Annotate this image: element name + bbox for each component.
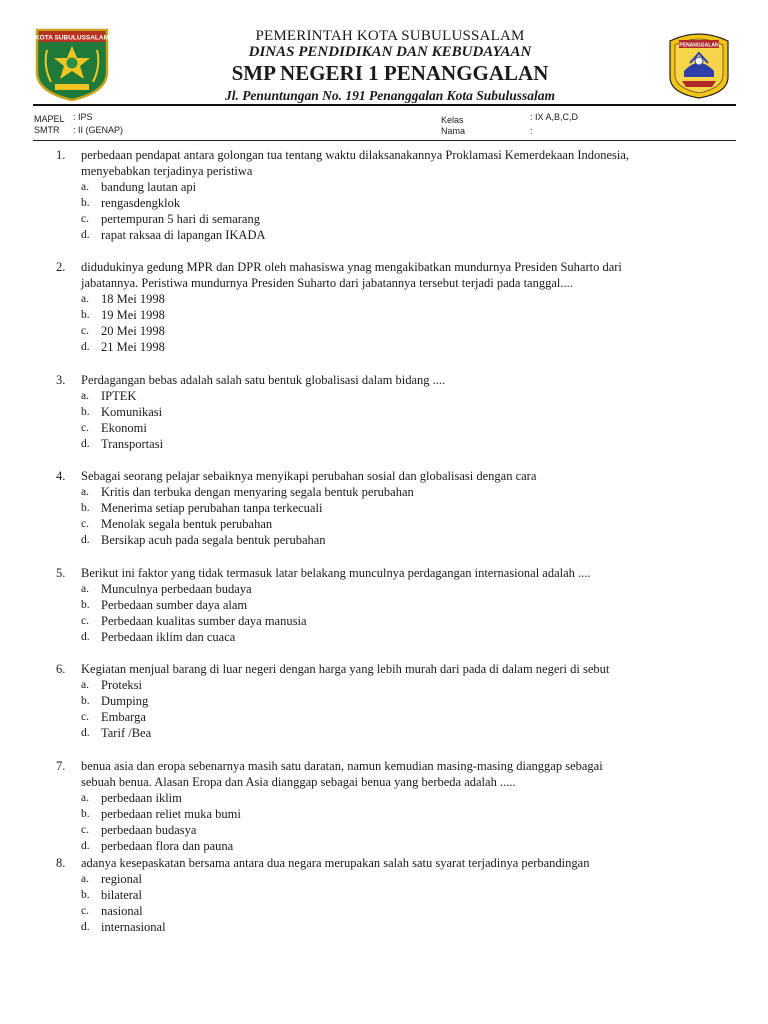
kelas-value: : IX A,B,C,D <box>530 112 579 122</box>
school-emblem-icon <box>664 27 734 99</box>
nama-label: Nama <box>441 126 466 136</box>
option-letter: a. <box>81 181 89 193</box>
option-text: Bersikap acuh pada segala bentuk perubahan <box>101 533 326 547</box>
option-letter: c. <box>81 518 89 530</box>
question-text-line: sebuah benua. Alasan Eropa dan Asia dianggap sebagai benua yang berbeda adalah ..... <box>81 775 516 789</box>
school-name: SMP NEGERI 1 PENANGGALAN <box>231 61 549 85</box>
option-letter: c. <box>81 905 89 917</box>
option-letter: b. <box>81 599 90 611</box>
option-letter: d. <box>81 631 90 643</box>
question-text-line: Perdagangan bebas adalah salah satu bentuk globalisasi dalam bidang .... <box>81 373 446 387</box>
option-letter: d. <box>81 438 90 450</box>
option-text: Menolak segala bentuk perubahan <box>101 517 273 531</box>
question-number: 3. <box>56 373 66 387</box>
option-text: internasional <box>101 920 166 934</box>
option-text: Ekonomi <box>101 421 147 435</box>
option-text: Kritis dan terbuka dengan menyaring segala bentuk perubahan <box>101 485 414 499</box>
option-text: 21 Mei 1998 <box>101 340 165 354</box>
option-letter: c. <box>81 824 89 836</box>
smtr-value: : II (GENAP) <box>73 125 124 135</box>
question-text-line: perbedaan pendapat antara golongan tua tentang waktu dilaksanakannya Proklamasi Kemerdekaan Indonesia, <box>81 148 630 162</box>
option-text: Perbedaan sumber daya alam <box>101 598 248 612</box>
option-letter: b. <box>81 197 90 209</box>
question-number: 4. <box>56 469 66 483</box>
option-letter: b. <box>81 808 90 820</box>
option-letter: d. <box>81 840 90 852</box>
option-text: perbedaan budasya <box>101 823 197 837</box>
option-text: Perbedaan iklim dan cuaca <box>101 630 236 644</box>
option-text: 19 Mei 1998 <box>101 308 165 322</box>
option-text: rapat raksaa di lapangan IKADA <box>101 228 266 242</box>
option-text: regional <box>101 872 142 886</box>
option-text: Tarif /Bea <box>101 726 152 740</box>
mapel-value: : IPS <box>73 112 93 122</box>
subulussalam-emblem-icon <box>33 26 111 102</box>
option-letter: d. <box>81 921 90 933</box>
option-letter: d. <box>81 341 90 353</box>
kelas-label: Kelas <box>441 115 464 125</box>
option-text: Perbedaan kualitas sumber daya manusia <box>101 614 307 628</box>
info-divider <box>33 140 736 141</box>
question-text-line: Kegiatan menjual barang di luar negeri dengan harga yang lebih murah dari pada di dalam negeri di sebut <box>81 662 610 676</box>
option-text: Embarga <box>101 710 146 724</box>
svg-text:KOTA SUBULUSSALAM: KOTA SUBULUSSALAM <box>34 34 110 42</box>
option-letter: c. <box>81 213 89 225</box>
option-text: 20 Mei 1998 <box>101 324 165 338</box>
option-text: IPTEK <box>101 389 137 403</box>
smtr-label: SMTR <box>34 125 60 135</box>
svg-text:PENANGGALAN: PENANGGALAN <box>679 42 719 49</box>
question-text-line: jabatannya. Peristiwa mundurnya Presiden Suharto dari jabatannya tersebut terjadi pada tanggal.... <box>81 276 573 290</box>
option-text: 18 Mei 1998 <box>101 292 165 306</box>
option-text: perbedaan reliet muka bumi <box>101 807 241 821</box>
option-text: perbedaan iklim <box>101 791 182 805</box>
option-text: bilateral <box>101 888 142 902</box>
option-letter: c. <box>81 615 89 627</box>
header-divider <box>33 104 736 106</box>
option-text: Dumping <box>101 694 149 708</box>
option-letter: a. <box>81 390 89 402</box>
question-number: 5. <box>56 566 66 580</box>
option-letter: a. <box>81 583 89 595</box>
question-text-line: didudukinya gedung MPR dan DPR oleh mahasiswa ynag mengakibatkan mundurnya Presiden Suharto dari <box>81 260 622 274</box>
option-letter: b. <box>81 502 90 514</box>
option-letter: a. <box>81 792 89 804</box>
question-text-line: benua asia dan eropa sebenarnya masih satu daratan, namun kemudian masing-masing dianggap sebagai <box>81 759 603 773</box>
option-text: rengasdengklok <box>101 196 181 210</box>
question-number: 7. <box>56 759 66 773</box>
option-text: nasional <box>101 904 143 918</box>
question-number: 8. <box>56 856 66 870</box>
question-text-line: adanya kesepaskatan bersama antara dua negara merupakan salah satu syarat terjadinya perbandingan <box>81 856 590 870</box>
option-letter: b. <box>81 309 90 321</box>
option-text: Transportasi <box>101 437 164 451</box>
option-letter: b. <box>81 695 90 707</box>
government-title: PEMERINTAH KOTA SUBULUSSALAM <box>255 28 525 44</box>
option-letter: d. <box>81 727 90 739</box>
option-letter: b. <box>81 889 90 901</box>
nama-value: : <box>530 126 533 136</box>
option-text: Menerima setiap perubahan tanpa terkecuali <box>101 501 323 515</box>
school-address: Jl. Penuntungan No. 191 Penanggalan Kota Subulussalam <box>224 88 556 103</box>
department-title: DINAS PENDIDIKAN DAN KEBUDAYAAN <box>248 44 532 60</box>
option-text: Komunikasi <box>101 405 163 419</box>
option-letter: b. <box>81 406 90 418</box>
option-letter: a. <box>81 679 89 691</box>
question-text-line: Berikut ini faktor yang tidak termasuk latar belakang munculnya perdagangan internasional adalah .... <box>81 566 591 580</box>
option-text: perbedaan flora dan pauna <box>101 839 234 853</box>
question-number: 1. <box>56 148 66 162</box>
question-text-line: Sebagai seorang pelajar sebaiknya menyikapi perubahan sosial dan globalisasi dengan cara <box>81 469 537 483</box>
option-letter: c. <box>81 422 89 434</box>
option-letter: d. <box>81 534 90 546</box>
option-text: bandung lautan api <box>101 180 197 194</box>
question-text-line: menyebabkan terjadinya peristiwa <box>81 164 253 178</box>
option-letter: c. <box>81 711 89 723</box>
option-letter: d. <box>81 229 90 241</box>
option-letter: a. <box>81 873 89 885</box>
option-letter: a. <box>81 293 89 305</box>
option-letter: a. <box>81 486 89 498</box>
option-text: pertempuran 5 hari di semarang <box>101 212 260 226</box>
letterhead <box>120 28 660 105</box>
option-letter: c. <box>81 325 89 337</box>
mapel-label: MAPEL <box>34 114 65 124</box>
option-text: Proteksi <box>101 678 142 692</box>
option-text: Munculnya perbedaan budaya <box>101 582 252 596</box>
question-number: 2. <box>56 260 66 274</box>
question-number: 6. <box>56 662 66 676</box>
